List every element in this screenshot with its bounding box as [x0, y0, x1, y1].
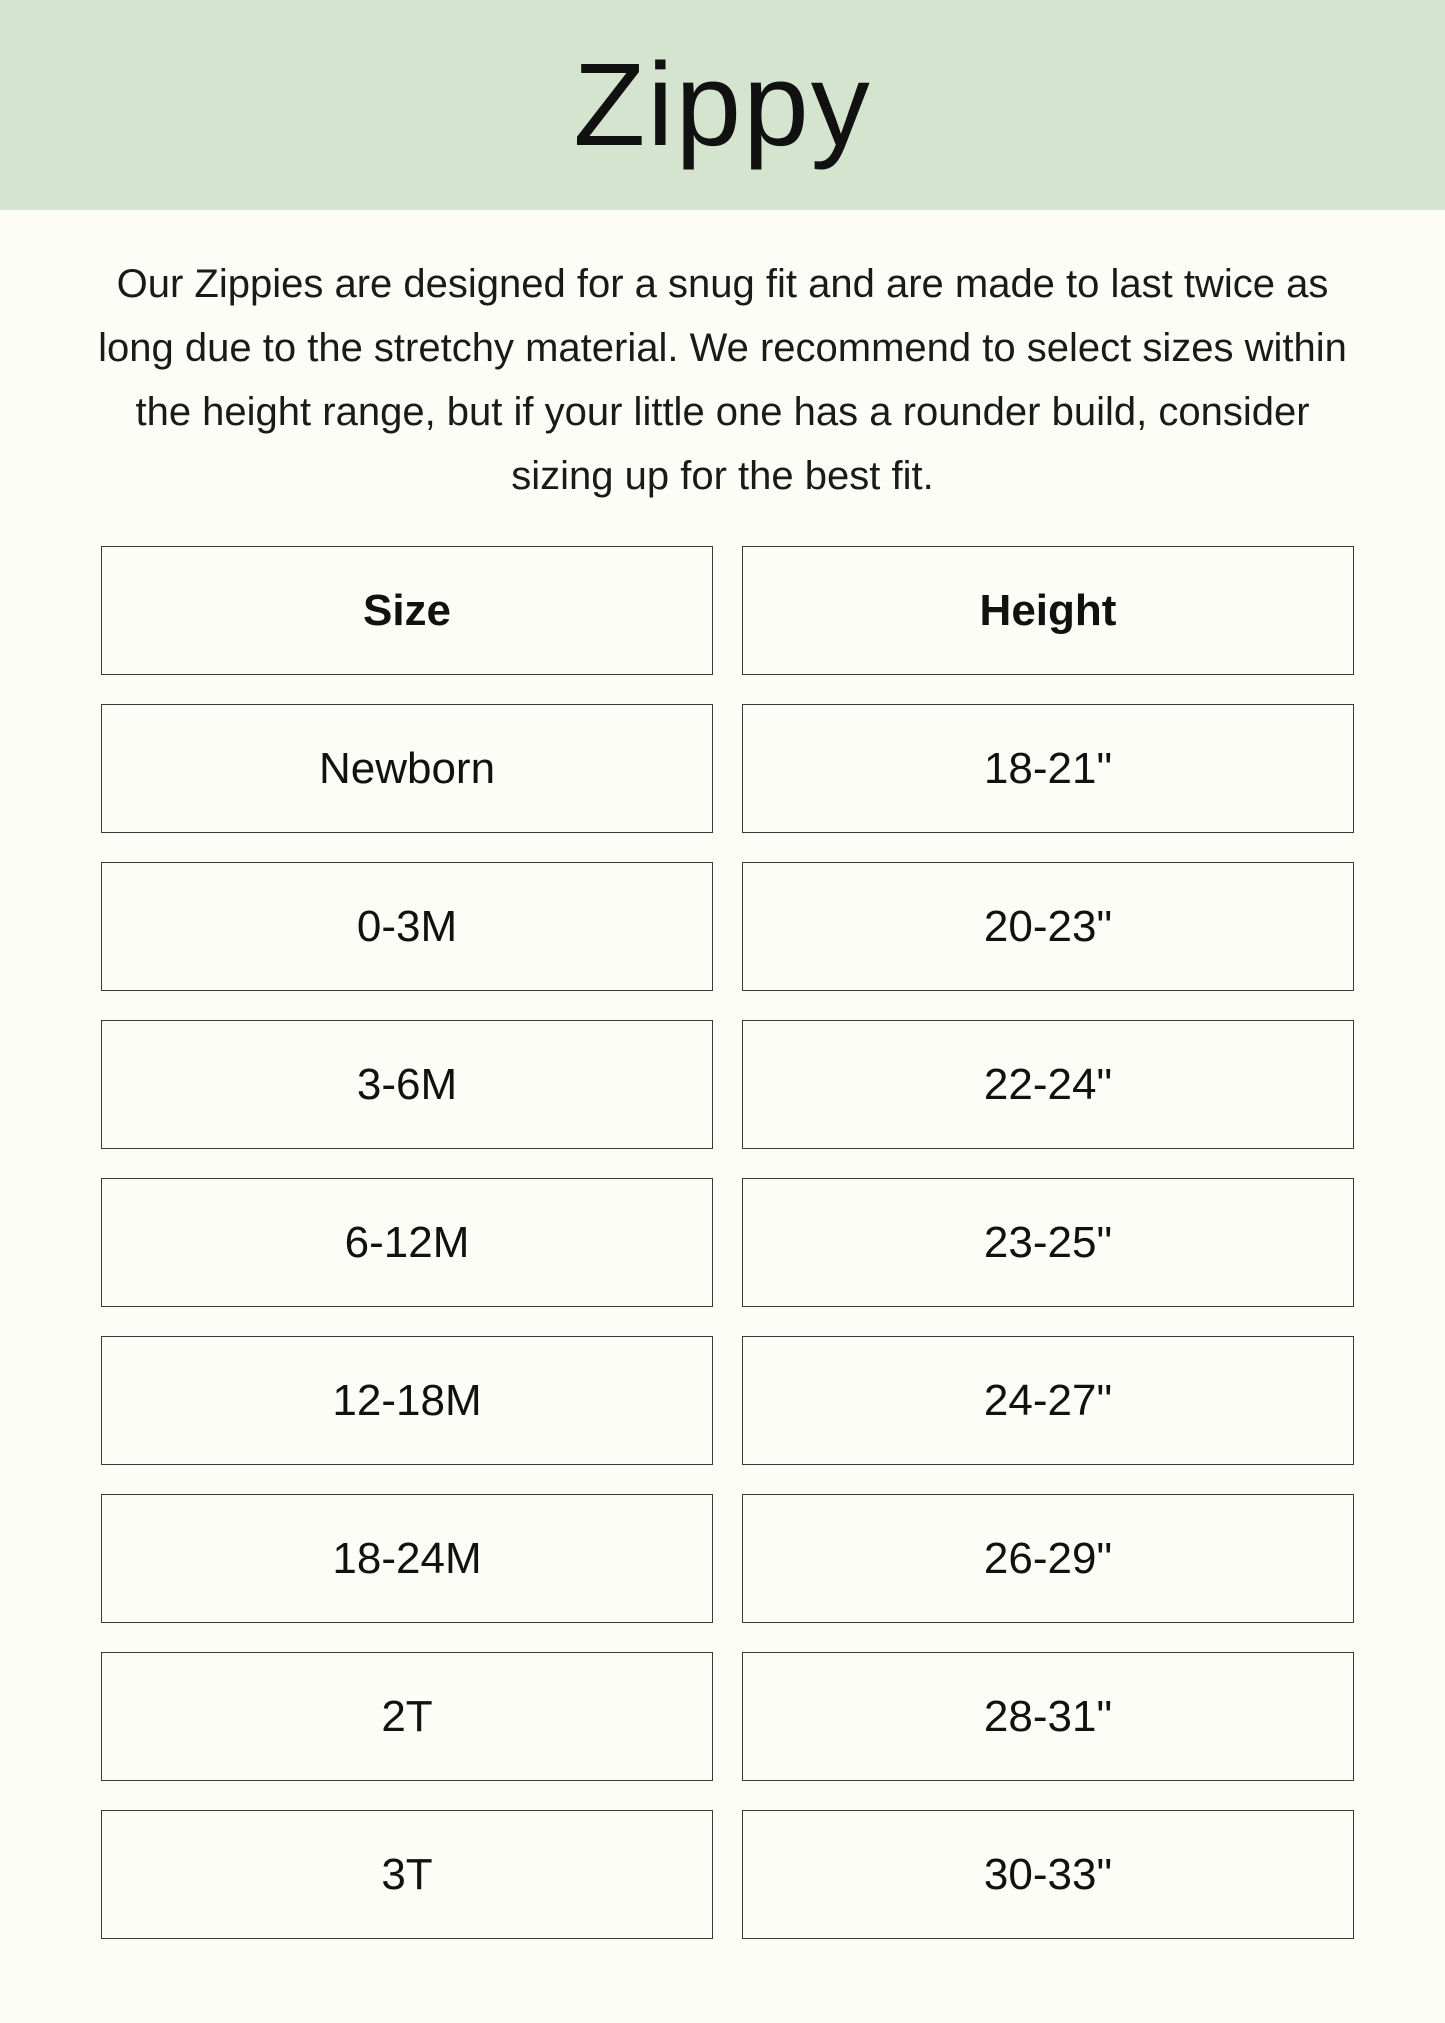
description-text: Our Zippies are designed for a snug fit and are made to last twice as long due to the stretchy material. We recommend to select sizes within the height range, but if your little one has a rounder build, consider sizing up for the best fit.: [98, 262, 1347, 498]
size-cell: 18-24M: [101, 1494, 713, 1623]
size-cell: 3-6M: [101, 1020, 713, 1149]
size-cell: 6-12M: [101, 1178, 713, 1307]
size-cell: 0-3M: [101, 862, 713, 991]
size-cell: 3T: [101, 1810, 713, 1939]
size-cell: 12-18M: [101, 1336, 713, 1465]
height-cell: 22-24": [742, 1020, 1354, 1149]
page-title: Zippy: [573, 39, 872, 171]
height-cell: 23-25": [742, 1178, 1354, 1307]
column-header-height: Height: [742, 546, 1354, 675]
size-cell: Newborn: [101, 704, 713, 833]
height-cell: 24-27": [742, 1336, 1354, 1465]
size-cell: 2T: [101, 1652, 713, 1781]
height-cell: 18-21": [742, 704, 1354, 833]
height-cell: 28-31": [742, 1652, 1354, 1781]
height-cell: 30-33": [742, 1810, 1354, 1939]
height-cell: 20-23": [742, 862, 1354, 991]
height-cell: 26-29": [742, 1494, 1354, 1623]
column-header-size: Size: [101, 546, 713, 675]
